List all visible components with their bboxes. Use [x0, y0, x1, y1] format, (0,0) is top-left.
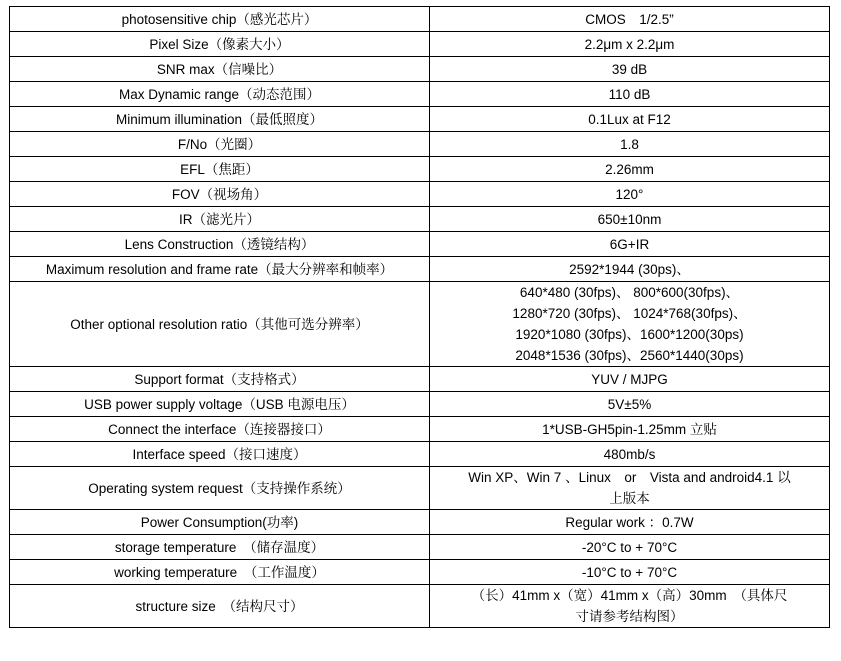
table-row — [10, 232, 830, 257]
spec-label: structure size （结构尺寸） — [10, 585, 430, 628]
table-row — [10, 182, 830, 207]
spec-label: Lens Construction（透镜结构） — [10, 232, 430, 257]
spec-label: IR（滤光片） — [10, 207, 430, 232]
table-row — [10, 7, 830, 32]
spec-label: Minimum illumination（最低照度） — [10, 107, 430, 132]
table-row — [10, 560, 830, 585]
spec-label: FOV（视场角） — [10, 182, 430, 207]
spec-label: Other optional resolution ratio（其他可选分辨率） — [10, 282, 430, 367]
spec-value: CMOS 1/2.5” — [430, 7, 830, 32]
spec-value: 480mb/s — [430, 442, 830, 467]
table-row — [10, 282, 830, 367]
spec-value: 650±10nm — [430, 207, 830, 232]
spec-label: Support format（支持格式） — [10, 367, 430, 392]
spec-value: -10°C to + 70°C — [430, 560, 830, 585]
spec-value: 2.2μm x 2.2μm — [430, 32, 830, 57]
spec-value: 5V±5% — [430, 392, 830, 417]
spec-label: F/No（光圈） — [10, 132, 430, 157]
spec-label: Power Consumption(功率) — [10, 510, 430, 535]
spec-label: Maximum resolution and frame rate（最大分辨率和帧率） — [10, 257, 430, 282]
spec-value: YUV / MJPG — [430, 367, 830, 392]
spec-label: USB power supply voltage（USB 电源电压） — [10, 392, 430, 417]
spec-label: Operating system request（支持操作系统） — [10, 467, 430, 510]
spec-label: EFL（焦距） — [10, 157, 430, 182]
spec-value: 2592*1944 (30ps)、 — [430, 257, 830, 282]
table-row — [10, 82, 830, 107]
spec-value — [430, 585, 830, 628]
spec-label: SNR max（信噪比） — [10, 57, 430, 82]
spec-value — [430, 467, 830, 510]
table-row — [10, 535, 830, 560]
spec-value: 1*USB-GH5pin-1.25mm 立贴 — [430, 417, 830, 442]
table-row — [10, 510, 830, 535]
spec-value: 110 dB — [430, 82, 830, 107]
spec-value: 120° — [430, 182, 830, 207]
spec-value-line: Win XP、Win 7 、Linux or Vista and android4.1 以 — [468, 470, 791, 485]
table-row — [10, 57, 830, 82]
spec-value-line: 上版本 — [609, 491, 650, 506]
table-row — [10, 157, 830, 182]
spec-table-body — [10, 7, 830, 628]
table-row — [10, 257, 830, 282]
spec-label: Max Dynamic range（动态范围） — [10, 82, 430, 107]
spec-value: 39 dB — [430, 57, 830, 82]
spec-value-line: 2048*1536 (30fps)、2560*1440(30ps) — [515, 348, 744, 363]
spec-value-line: 640*480 (30fps)、 800*600(30fps)、 — [519, 285, 740, 300]
spec-value — [430, 282, 830, 367]
spec-value-line: 1280*720 (30fps)、 1024*768(30fps)、 — [512, 306, 747, 321]
spec-label: working temperature （工作温度） — [10, 560, 430, 585]
table-row — [10, 442, 830, 467]
table-row — [10, 585, 830, 628]
spec-value-line: 寸请参考结构图） — [575, 609, 684, 624]
spec-value: -20°C to + 70°C — [430, 535, 830, 560]
table-row — [10, 467, 830, 510]
table-row — [10, 107, 830, 132]
spec-label: Interface speed（接口速度） — [10, 442, 430, 467]
spec-table — [9, 6, 830, 628]
spec-label: storage temperature （储存温度） — [10, 535, 430, 560]
spec-label: photosensitive chip（感光芯片） — [10, 7, 430, 32]
table-row — [10, 417, 830, 442]
spec-value: 0.1Lux at F12 — [430, 107, 830, 132]
spec-label: Pixel Size（像素大小） — [10, 32, 430, 57]
table-row — [10, 392, 830, 417]
table-row — [10, 367, 830, 392]
table-row — [10, 132, 830, 157]
spec-value: 2.26mm — [430, 157, 830, 182]
spec-value: Regular work ：0.7W — [430, 510, 830, 535]
spec-value: 6G+IR — [430, 232, 830, 257]
spec-value: 1.8 — [430, 132, 830, 157]
spec-value-line: （长）41mm x（宽）41mm x（高）30mm （具体尺 — [471, 588, 788, 603]
table-row — [10, 32, 830, 57]
spec-value-line: 1920*1080 (30fps)、1600*1200(30ps) — [515, 327, 744, 342]
table-row — [10, 207, 830, 232]
spec-label: Connect the interface（连接器接口） — [10, 417, 430, 442]
